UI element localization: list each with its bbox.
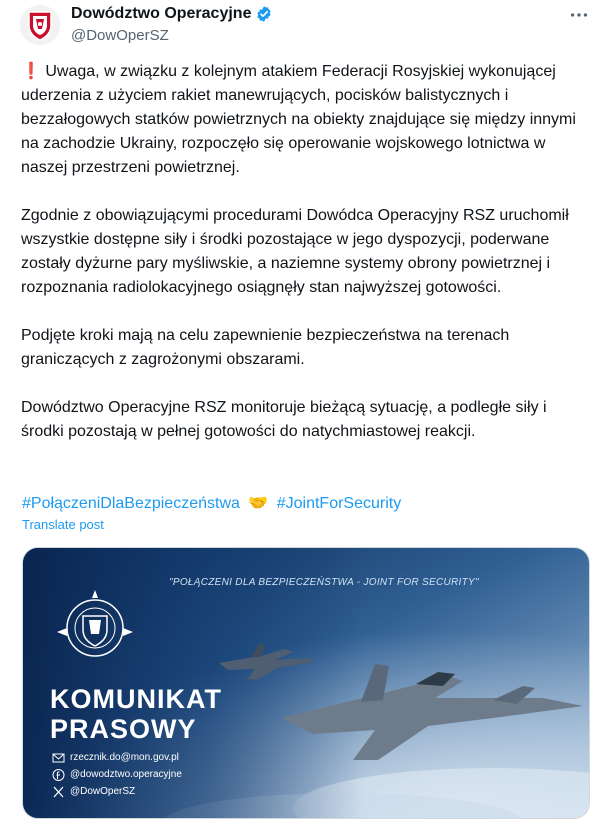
post-paragraph: Dowództwo Operacyjne RSZ monitoruje bieżącą sytuację, a podległe siły i środki pozostają w pełnej gotowości do natychmiastowej reakcji. xyxy=(21,399,547,440)
post-text xyxy=(21,60,591,468)
media-title-line1: KOMUNIKAT xyxy=(50,684,222,714)
hashtag-row xyxy=(22,492,405,516)
post-header xyxy=(0,0,610,60)
post-paragraph xyxy=(21,60,591,180)
post-media-image[interactable] xyxy=(22,547,590,819)
account-name[interactable]: Dowództwo Operacyjne xyxy=(71,5,252,22)
media-contact-email: rzecznik.do@mon.gov.pl xyxy=(70,752,179,763)
account-handle[interactable]: @DowOperSZ xyxy=(71,27,169,44)
hashtag-jointforsecurity-link[interactable]: #JointForSecurity xyxy=(276,495,402,512)
media-contact-facebook: @dowodztwo.operacyjne xyxy=(70,769,182,780)
more-options-icon[interactable] xyxy=(568,4,590,26)
account-avatar[interactable] xyxy=(20,5,60,45)
post-paragraph: Podjęte kroki mają na celu zapewnienie bezpieczeństwa na terenach graniczących z zagrożonymi obszarami. xyxy=(21,327,510,368)
media-tagline: "POŁĄCZENI DLA BEZPIECZEŃSTWA - JOINT FOR SECURITY" xyxy=(169,577,479,588)
media-title-line2: PRASOWY xyxy=(50,714,197,744)
media-contact-x: @DowOperSZ xyxy=(70,786,136,797)
verified-badge-icon xyxy=(255,5,273,23)
shield-emblem-icon xyxy=(20,5,60,45)
handshake-icon: 🤝 xyxy=(248,495,269,512)
name-row xyxy=(71,5,273,23)
hashtag-polaczeni-link[interactable]: #PołączeniDlaBezpieczeństwa xyxy=(22,495,240,512)
post-paragraph: Zgodnie z obowiązującymi procedurami Dowódca Operacyjny RSZ uruchomił wszystkie dostępne siły i środki pozostające w jego dyspozycji, poderwane zostały dyżurne pary myśliwskie, a naziemne systemy obrony powietrznej i rozpoznania radiolokacyjnego osiągnęły stan najwyższej gotowości. xyxy=(21,207,569,296)
paragraph-text: Uwaga, w związku z kolejnym atakiem Federacji Rosyjskiej wykonującej uderzenia z użyciem rakiet manewrujących, pocisków balistycznych i bezzałogowych statków powietrznych na obiekty znajdujące się między innymi na zachodzie Ukrainy, rozpoczęło się operowanie wojskowego lotnictwa w naszej przestrzeni powietrznej. xyxy=(21,63,576,176)
translate-post-link[interactable]: Translate post xyxy=(22,517,104,532)
exclamation-icon: ❗ xyxy=(21,63,41,80)
